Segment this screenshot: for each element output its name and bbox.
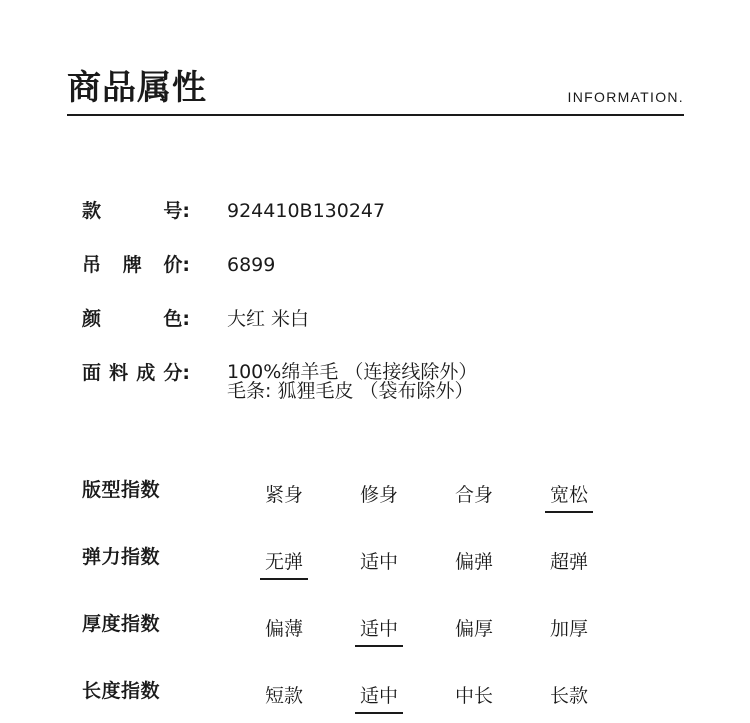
info-label: 面 料 成 分: [82,362,190,384]
section-title: 商品属性 [67,68,207,108]
info-value: 924410B130247 [227,200,386,222]
info-value: 大红 米白 [227,308,310,330]
scale-option: 偏厚 [454,618,493,640]
scale-option: 适中 [359,551,398,573]
scale-option: 偏薄 [264,618,303,640]
scale-option: 偏弹 [454,551,493,573]
scale-option: 短款 [264,685,303,707]
info-label: 吊 牌 价: [82,254,190,276]
scale-row-fit [82,478,642,518]
scale-option: 紧身 [264,484,303,506]
scale-option-selected: 无弹 [260,550,308,580]
scale-option: 中长 [454,685,493,707]
scale-option: 合身 [454,484,493,506]
scale-row-stretch [82,545,642,585]
scale-option-selected: 适中 [355,617,403,647]
scale-name: 版型指数 [82,479,161,501]
info-value [227,363,477,401]
scale-row-length [82,679,642,719]
scale-option-selected: 宽松 [545,483,593,513]
scale-name: 弹力指数 [82,546,161,568]
scale-name: 厚度指数 [82,613,161,635]
scale-option-selected: 适中 [355,684,403,714]
section-subtitle: INFORMATION. [567,89,684,105]
material-line: 100%绵羊毛 （连接线除外） [227,361,478,383]
scale-name: 长度指数 [82,680,161,702]
material-line: 毛条: 狐狸毛皮 （袋布除外） [227,380,474,402]
scale-option: 修身 [359,484,398,506]
scale-option: 长款 [549,685,588,707]
scale-row-thickness [82,612,642,652]
info-label: 款 号: [82,200,190,222]
scale-option: 超弹 [549,551,588,573]
info-label: 颜 色: [82,308,190,330]
info-value: 6899 [227,254,276,276]
scale-option: 加厚 [549,618,588,640]
section-header [67,66,684,116]
